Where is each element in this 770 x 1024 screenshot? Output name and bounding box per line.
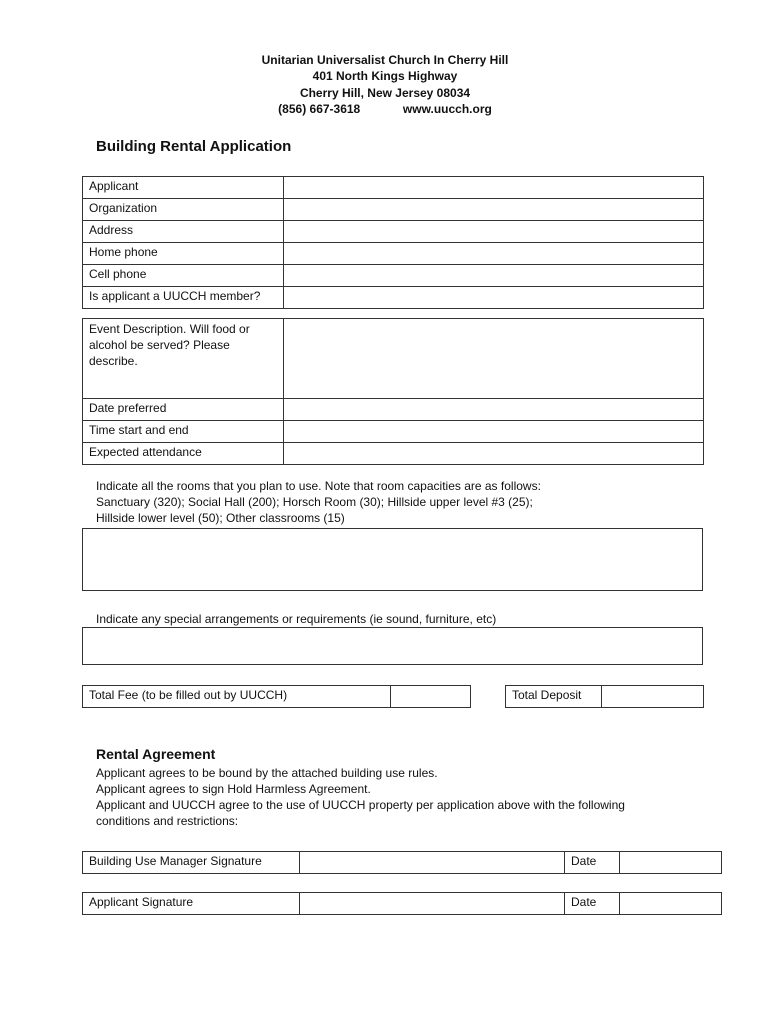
manager-date-field[interactable] (620, 852, 722, 874)
event-description-label: Event Description. Will food or alcohol be served? Please describe. (83, 319, 284, 399)
rooms-line-1: Indicate all the rooms that you plan to use. Note that room capacities are as follows: (96, 479, 541, 493)
event-description-row (83, 319, 704, 399)
organization-row (83, 199, 704, 221)
agreement-line-2: Applicant agrees to sign Hold Harmless Agreement. (96, 782, 371, 796)
time-row (83, 421, 704, 443)
date-preferred-label: Date preferred (83, 399, 284, 421)
attendance-field[interactable] (284, 443, 704, 465)
total-deposit-table (505, 685, 704, 708)
applicant-date-field[interactable] (620, 893, 722, 915)
agreement-line-4: conditions and restrictions: (96, 814, 239, 828)
total-deposit-label: Total Deposit (506, 686, 602, 708)
attendance-row (83, 443, 704, 465)
home-phone-row (83, 243, 704, 265)
applicant-date-label: Date (565, 893, 620, 915)
applicant-signature-label: Applicant Signature (83, 893, 300, 915)
church-contact (0, 101, 770, 117)
applicant-signature-table (82, 892, 722, 915)
form-title: Building Rental Application (96, 138, 292, 155)
total-deposit-field[interactable] (602, 686, 704, 708)
cell-phone-label: Cell phone (83, 265, 284, 287)
agreement-line-1: Applicant agrees to be bound by the attached building use rules. (96, 766, 438, 780)
time-label: Time start and end (83, 421, 284, 443)
home-phone-field[interactable] (284, 243, 704, 265)
manager-signature-table (82, 851, 722, 874)
agreement-line-3: Applicant and UUCCH agree to the use of UUCCH property per application above with the following (96, 798, 625, 812)
total-fee-label: Total Fee (to be filled out by UUCCH) (83, 686, 391, 708)
applicant-signature-field[interactable] (300, 893, 565, 915)
applicant-field[interactable] (284, 177, 704, 199)
special-label: Indicate any special arrangements or requirements (ie sound, furniture, etc) (96, 612, 497, 626)
church-street: 401 North Kings Highway (312, 69, 458, 83)
address-field[interactable] (284, 221, 704, 243)
rooms-line-3: Hillside lower level (50); Other classrooms (15) (96, 511, 345, 525)
rooms-field[interactable] (82, 528, 703, 591)
organization-label: Organization (83, 199, 284, 221)
date-preferred-field[interactable] (284, 399, 704, 421)
church-city: Cherry Hill, New Jersey 08034 (299, 86, 471, 100)
applicant-row (83, 177, 704, 199)
address-row (83, 221, 704, 243)
member-label: Is applicant a UUCCH member? (83, 287, 284, 309)
date-preferred-row (83, 399, 704, 421)
rooms-line-2: Sanctuary (320); Social Hall (200); Horsch Room (30); Hillside upper level #3 (25); (96, 495, 533, 509)
church-name: Unitarian Universalist Church In Cherry Hill (261, 53, 509, 67)
special-field[interactable] (82, 627, 703, 665)
member-field[interactable] (284, 287, 704, 309)
church-website[interactable]: www.uucch.org (402, 102, 492, 116)
applicant-table (82, 176, 704, 309)
event-description-field[interactable] (284, 319, 704, 399)
total-fee-field[interactable] (391, 686, 471, 708)
member-row (83, 287, 704, 309)
attendance-label: Expected attendance (83, 443, 284, 465)
home-phone-label: Home phone (83, 243, 284, 265)
applicant-label: Applicant (83, 177, 284, 199)
church-phone: (856) 667-3618 (278, 102, 361, 116)
agreement-heading: Rental Agreement (96, 746, 216, 762)
manager-signature-label: Building Use Manager Signature (83, 852, 300, 874)
event-table (82, 318, 704, 465)
cell-phone-row (83, 265, 704, 287)
total-fee-table (82, 685, 471, 708)
manager-date-label: Date (565, 852, 620, 874)
cell-phone-field[interactable] (284, 265, 704, 287)
time-field[interactable] (284, 421, 704, 443)
address-label: Address (83, 221, 284, 243)
rooms-instructions (96, 478, 541, 526)
manager-signature-field[interactable] (300, 852, 565, 874)
agreement-text (96, 765, 625, 829)
organization-field[interactable] (284, 199, 704, 221)
